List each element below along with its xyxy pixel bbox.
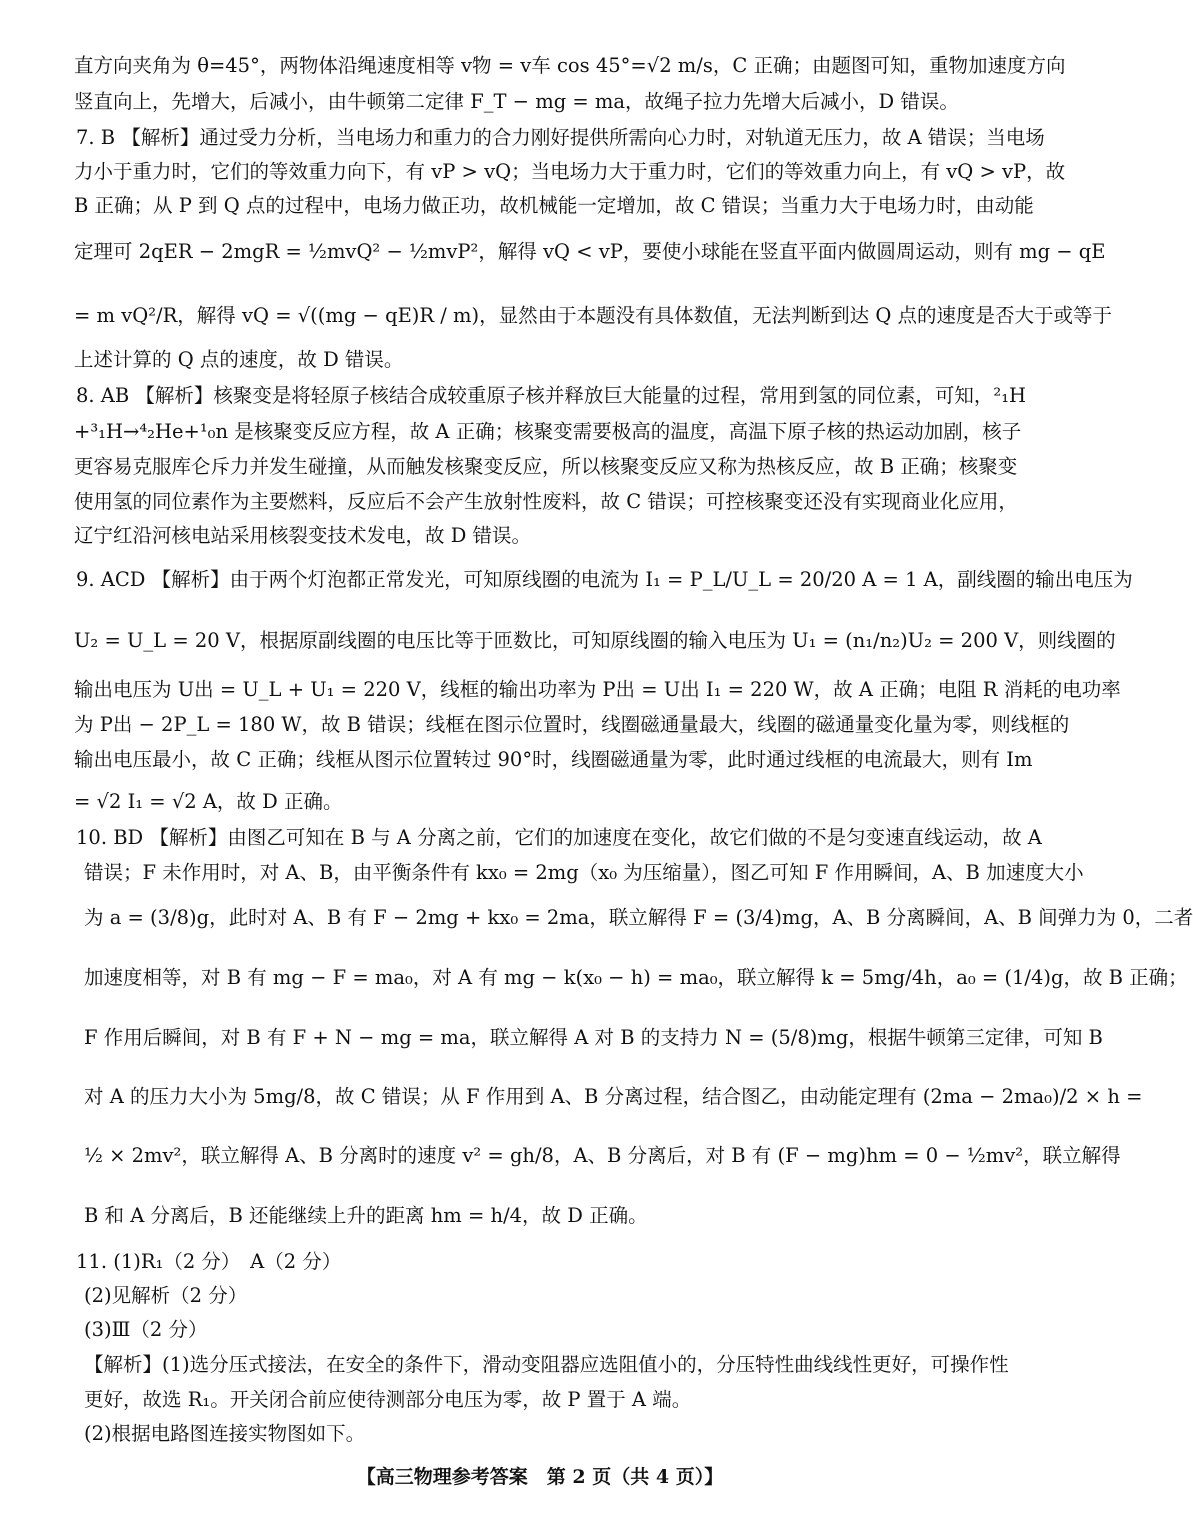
text-line: 对 A 的压力大小为 5mg/8，故 C 错误；从 F 作用到 A、B 分离过程，结合图乙，由动能定理有 (2ma − 2ma₀)/2 × h = xyxy=(84,1085,1143,1108)
text-line: 输出电压最小，故 C 正确；线框从图示位置转过 90°时，线圈磁通量为零，此时通过线框的电流最大，则有 Im xyxy=(74,748,1033,771)
text-line: 使用氢的同位素作为主要燃料，反应后不会产生放射性废料，故 C 错误；可控核聚变还没有实现商业化应用， xyxy=(74,490,1018,513)
text-line: 辽宁红沿河核电站采用核裂变技术发电，故 D 错误。 xyxy=(74,524,532,547)
text-line: 更容易克服库仑斥力并发生碰撞，从而触发核聚变反应，所以核聚变反应又称为热核反应，故 B 正确；核聚变 xyxy=(74,455,1018,478)
text-line: F 作用后瞬间，对 B 有 F + N − mg = ma，联立解得 A 对 B 的支持力 N = (5/8)mg，根据牛顿第三定律，可知 B xyxy=(84,1026,1103,1049)
text-line: U₂ = U_L = 20 V，根据原副线圈的电压比等于匝数比，可知原线圈的输入电压为 U₁ = (n₁/n₂)U₂ = 200 V，则线圈的 xyxy=(74,629,1116,652)
text-line: = √2 I₁ = √2 A，故 D 正确。 xyxy=(74,790,343,813)
text-line: B 和 A 分离后，B 还能继续上升的距离 hm = h/4，故 D 正确。 xyxy=(84,1204,648,1227)
text-line: ½ × 2mv²，联立解得 A、B 分离时的速度 v² = gh/8，A、B 分离后，对 B 有 (F − mg)hm = 0 − ½mv²，联立解得 xyxy=(84,1144,1121,1167)
page-footer: 【高三物理参考答案 第 2 页（共 4 页）】 xyxy=(356,1466,724,1488)
question-7-heading-line: 7. B 【解析】通过受力分析，当电场力和重力的合力刚好提供所需向心力时，对轨道无压力，故 A 错误；当电场 xyxy=(76,126,1045,149)
sub-answer-line: (3)Ⅲ（2 分） xyxy=(84,1318,208,1341)
text-line: 竖直向上，先增大，后减小，由牛顿第二定律 F_T − mg = ma，故绳子拉力先增大后减小，D 错误。 xyxy=(74,90,959,113)
text-line: 为 a = (3/8)g，此时对 A、B 有 F − 2mg + kx₀ = 2ma，联立解得 F = (3/4)mg，A、B 分离瞬间，A、B 间弹力为 0，二者 xyxy=(84,906,1193,929)
text-line: = m vQ²/R，解得 vQ = √((mg − qE)R / m)，显然由于本题没有具体数值，无法判断到达 Q 点的速度是否大于或等于 xyxy=(74,304,1113,327)
question-8-heading-line: 8. AB 【解析】核聚变是将轻原子核结合成较重原子核并释放巨大能量的过程，常用到氢的同位素，可知，²₁H xyxy=(76,384,1027,407)
text-line: 错误；F 未作用时，对 A、B，由平衡条件有 kx₀ = 2mg（x₀ 为压缩量），图乙可知 F 作用瞬间，A、B 加速度大小 xyxy=(84,861,1084,884)
text-line: (2)根据电路图连接实物图如下。 xyxy=(84,1422,366,1445)
text-line: 定理可 2qER − 2mgR = ½mvQ² − ½mvP²，解得 vQ < vP，要使小球能在竖直平面内做圆周运动，则有 mg − qE xyxy=(74,240,1106,263)
text-line: 输出电压为 U出 = U_L + U₁ = 220 V，线框的输出功率为 P出 = U出 I₁ = 220 W，故 A 正确；电阻 R 消耗的电功率 xyxy=(74,678,1121,701)
text-line: +³₁H→⁴₂He+¹₀n 是核聚变反应方程，故 A 正确；核聚变需要极高的温度，高温下原子核的热运动加剧，核子 xyxy=(74,420,1022,443)
text-line: B 正确；从 P 到 Q 点的过程中，电场力做正功，故机械能一定增加，故 C 错误；当重力大于电场力时，由动能 xyxy=(74,194,1034,217)
text-line: 加速度相等，对 B 有 mg − F = ma₀，对 A 有 mg − k(x₀ − h) = ma₀，联立解得 k = 5mg/4h，a₀ = (1/4)g，故 B 正确； xyxy=(84,966,1188,989)
text-line: 为 P出 − 2P_L = 180 W，故 B 错误；线框在图示位置时，线圈磁通量最大，线圈的磁通量变化量为零，则线框的 xyxy=(74,713,1070,736)
text-line: 上述计算的 Q 点的速度，故 D 错误。 xyxy=(74,348,404,371)
sub-answer-line: (2)见解析（2 分） xyxy=(84,1284,248,1307)
text-line: 更好，故选 R₁。开关闭合前应使待测部分电压为零，故 P 置于 A 端。 xyxy=(84,1388,692,1411)
explanation-line: 【解析】(1)选分压式接法，在安全的条件下，滑动变阻器应选阻值小的，分压特性曲线线性更好，可操作性 xyxy=(84,1353,1009,1376)
text-line: 直方向夹角为 θ=45°，两物体沿绳速度相等 v物 = v车 cos 45°=√2 m/s，C 正确；由题图可知，重物加速度方向 xyxy=(74,54,1066,77)
question-9-heading-line: 9. ACD 【解析】由于两个灯泡都正常发光，可知原线圈的电流为 I₁ = P_L/U_L = 20/20 A = 1 A，副线圈的输出电压为 xyxy=(76,568,1133,591)
text-line: 力小于重力时，它们的等效重力向下，有 vP > vQ；当电场力大于重力时，它们的等效重力向上，有 vQ > vP，故 xyxy=(74,160,1066,183)
question-10-heading-line: 10. BD 【解析】由图乙可知在 B 与 A 分离之前，它们的加速度在变化，故它们做的不是匀变速直线运动，故 A xyxy=(76,826,1042,849)
question-11-heading-line: 11. (1)R₁（2 分） A（2 分） xyxy=(76,1250,342,1273)
